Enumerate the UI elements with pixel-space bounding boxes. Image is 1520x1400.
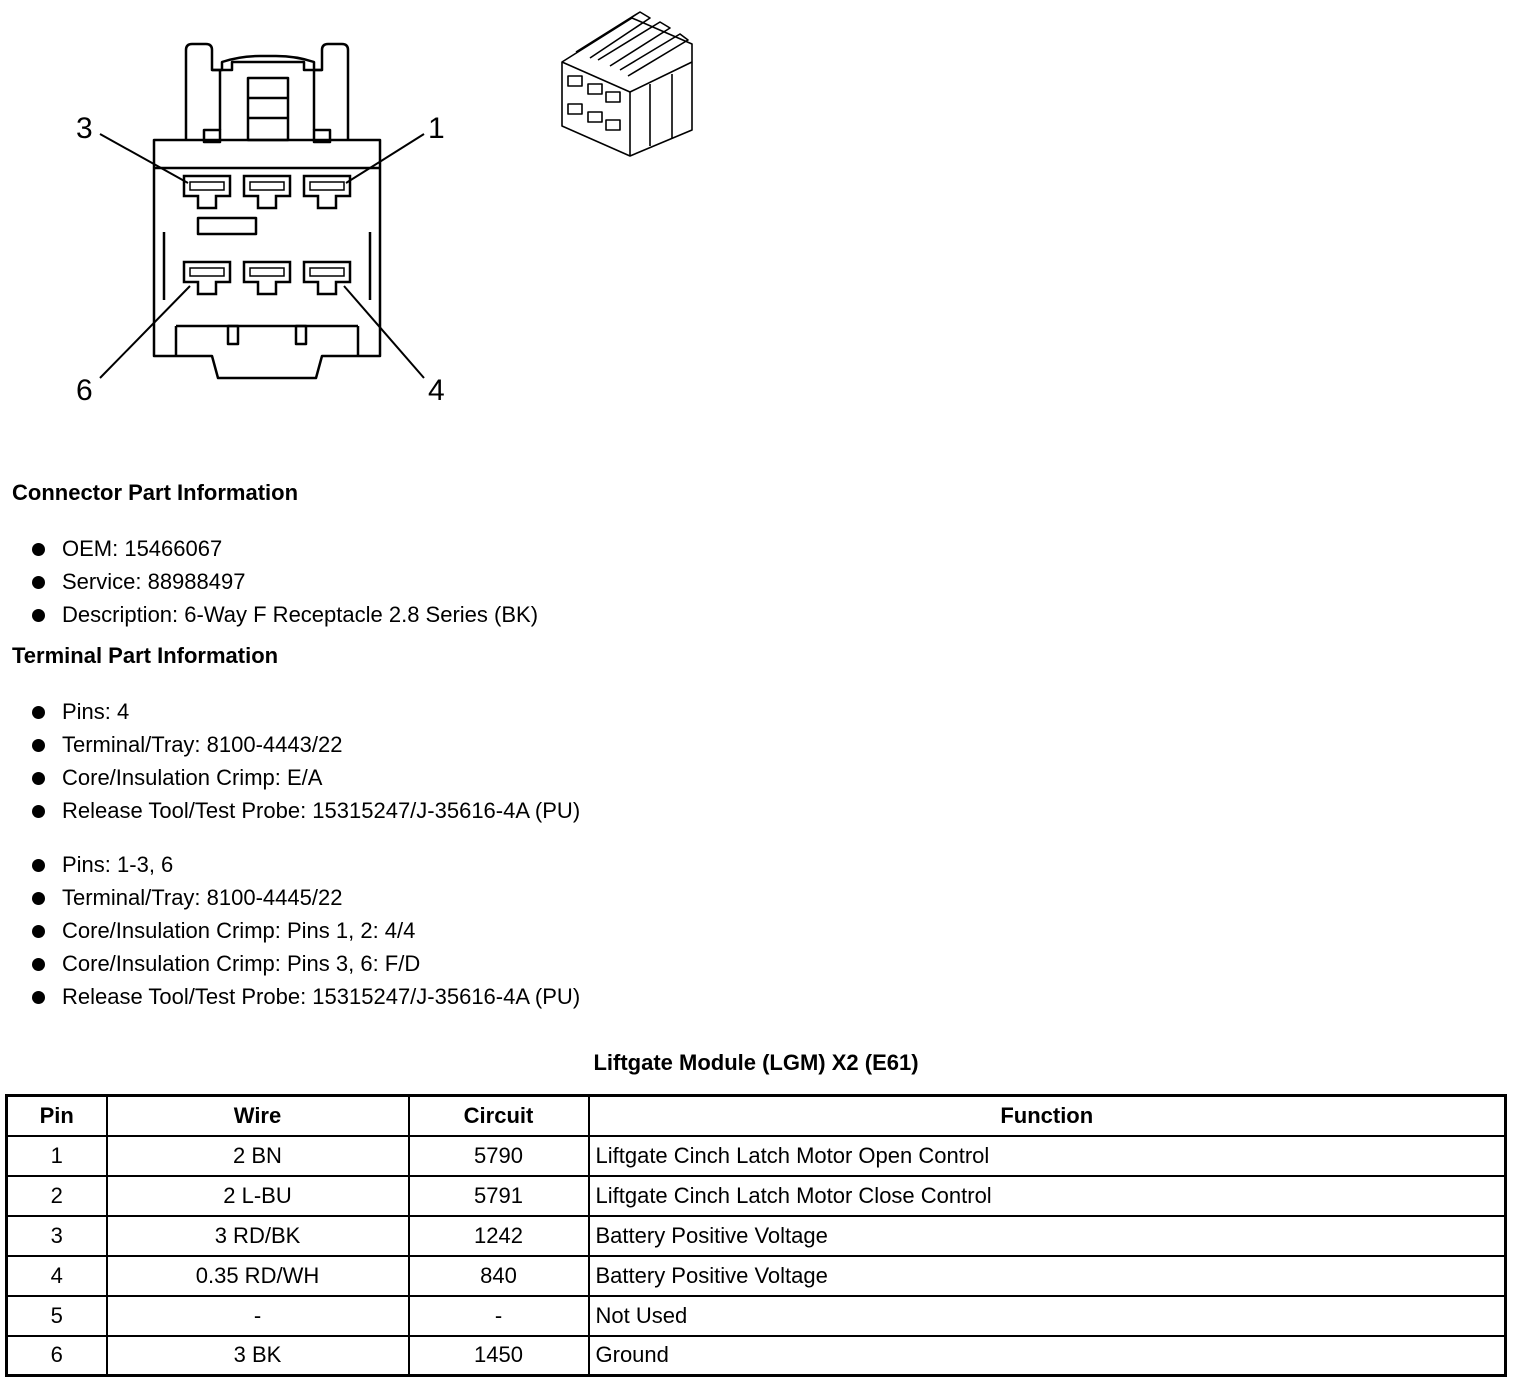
cell-wire: 2 BN <box>107 1136 409 1176</box>
cell-pin: 5 <box>7 1296 107 1336</box>
list-item-text: Release Tool/Test Probe: 15315247/J-35616-4A (PU) <box>62 798 581 823</box>
list-item <box>28 914 580 947</box>
cell-circuit: 840 <box>409 1256 589 1296</box>
table-row <box>7 1256 1506 1296</box>
terminal-part-info-heading: Terminal Part Information <box>12 643 279 668</box>
cell-function: Liftgate Cinch Latch Motor Open Control <box>589 1136 1506 1176</box>
list-item-text: Terminal/Tray: 8100-4445/22 <box>62 885 343 910</box>
table-row <box>7 1296 1506 1336</box>
list-item-text: OEM: 15466067 <box>62 536 223 561</box>
list-item-text: Release Tool/Test Probe: 15315247/J-35616-4A (PU) <box>62 984 581 1009</box>
cell-wire: 3 BK <box>107 1336 409 1376</box>
terminal-cavity <box>184 176 230 208</box>
list-item-text: Pins: 1-3, 6 <box>62 852 174 877</box>
bullet-icon <box>32 958 45 971</box>
bullet-icon <box>32 706 45 719</box>
list-item-text: Core/Insulation Crimp: Pins 3, 6: F/D <box>62 951 421 976</box>
bullet-icon <box>32 543 45 556</box>
list-item <box>28 728 580 761</box>
pinout-table <box>5 1094 1507 1377</box>
cell-function: Liftgate Cinch Latch Motor Close Control <box>589 1176 1506 1216</box>
table-title: Liftgate Module (LGM) X2 (E61) <box>593 1050 919 1075</box>
cell-wire: 0.35 RD/WH <box>107 1256 409 1296</box>
cell-circuit: 1242 <box>409 1216 589 1256</box>
list-item-text: Core/Insulation Crimp: E/A <box>62 765 323 790</box>
bullet-icon <box>32 892 45 905</box>
connector-part-info-heading: Connector Part Information <box>12 480 299 505</box>
terminal-cavity <box>244 176 290 208</box>
cell-pin: 6 <box>7 1336 107 1376</box>
cell-circuit: - <box>409 1296 589 1336</box>
cell-function: Battery Positive Voltage <box>589 1256 1506 1296</box>
cell-function: Battery Positive Voltage <box>589 1216 1506 1256</box>
table-row <box>7 1336 1506 1376</box>
table-header-row <box>7 1096 1506 1136</box>
header-function: Function <box>589 1096 1506 1136</box>
cell-pin: 4 <box>7 1256 107 1296</box>
bullet-icon <box>32 925 45 938</box>
connector-part-info-list <box>28 532 538 631</box>
cell-wire: 2 L-BU <box>107 1176 409 1216</box>
list-item <box>28 761 580 794</box>
list-item-text: Service: 88988497 <box>62 569 246 594</box>
header-pin: Pin <box>7 1096 107 1136</box>
cell-function: Not Used <box>589 1296 1506 1336</box>
header-circuit: Circuit <box>409 1096 589 1136</box>
list-item <box>28 794 580 827</box>
terminal-cavity <box>244 262 290 294</box>
table-row <box>7 1136 1506 1176</box>
bullet-icon <box>32 609 45 622</box>
terminal-group-2-list <box>28 848 580 1013</box>
list-item-text: Pins: 4 <box>62 699 130 724</box>
terminal-cavity-inner <box>190 182 224 190</box>
list-item-text: Description: 6-Way F Receptacle 2.8 Series (BK) <box>62 602 539 627</box>
table-row <box>7 1176 1506 1216</box>
list-item <box>28 695 580 728</box>
cell-wire: - <box>107 1296 409 1336</box>
terminal-cavity <box>184 262 230 294</box>
cell-function: Ground <box>589 1336 1506 1376</box>
cell-pin: 2 <box>7 1176 107 1216</box>
cell-circuit: 1450 <box>409 1336 589 1376</box>
bullet-icon <box>32 739 45 752</box>
list-item <box>28 532 538 565</box>
pin-label-6: 6 <box>76 374 93 407</box>
cell-circuit: 5790 <box>409 1136 589 1176</box>
list-item <box>28 947 580 980</box>
terminal-group-1-list <box>28 695 580 827</box>
bullet-icon <box>32 859 45 872</box>
terminal-cavity-inner <box>250 268 284 276</box>
pin-label-4: 4 <box>428 374 445 407</box>
list-item <box>28 881 580 914</box>
terminal-cavity <box>304 262 350 294</box>
connector-isometric-view <box>0 0 720 170</box>
list-item <box>28 598 538 631</box>
terminal-cavity-inner <box>310 182 344 190</box>
list-item-text: Terminal/Tray: 8100-4443/22 <box>62 732 343 757</box>
bullet-icon <box>32 772 45 785</box>
pin-label-1: 1 <box>428 112 445 145</box>
list-item-text: Core/Insulation Crimp: Pins 1, 2: 4/4 <box>62 918 416 943</box>
bullet-icon <box>32 576 45 589</box>
cell-circuit: 5791 <box>409 1176 589 1216</box>
list-item <box>28 848 580 881</box>
list-item <box>28 980 580 1013</box>
terminal-cavity-inner <box>310 268 344 276</box>
cell-wire: 3 RD/BK <box>107 1216 409 1256</box>
terminal-cavity-inner <box>250 182 284 190</box>
header-wire: Wire <box>107 1096 409 1136</box>
list-item <box>28 565 538 598</box>
terminal-cavity-inner <box>190 268 224 276</box>
terminal-cavity <box>304 176 350 208</box>
cell-pin: 3 <box>7 1216 107 1256</box>
pin-label-3: 3 <box>76 112 93 145</box>
bullet-icon <box>32 991 45 1004</box>
bullet-icon <box>32 805 45 818</box>
cell-pin: 1 <box>7 1136 107 1176</box>
table-row <box>7 1216 1506 1256</box>
